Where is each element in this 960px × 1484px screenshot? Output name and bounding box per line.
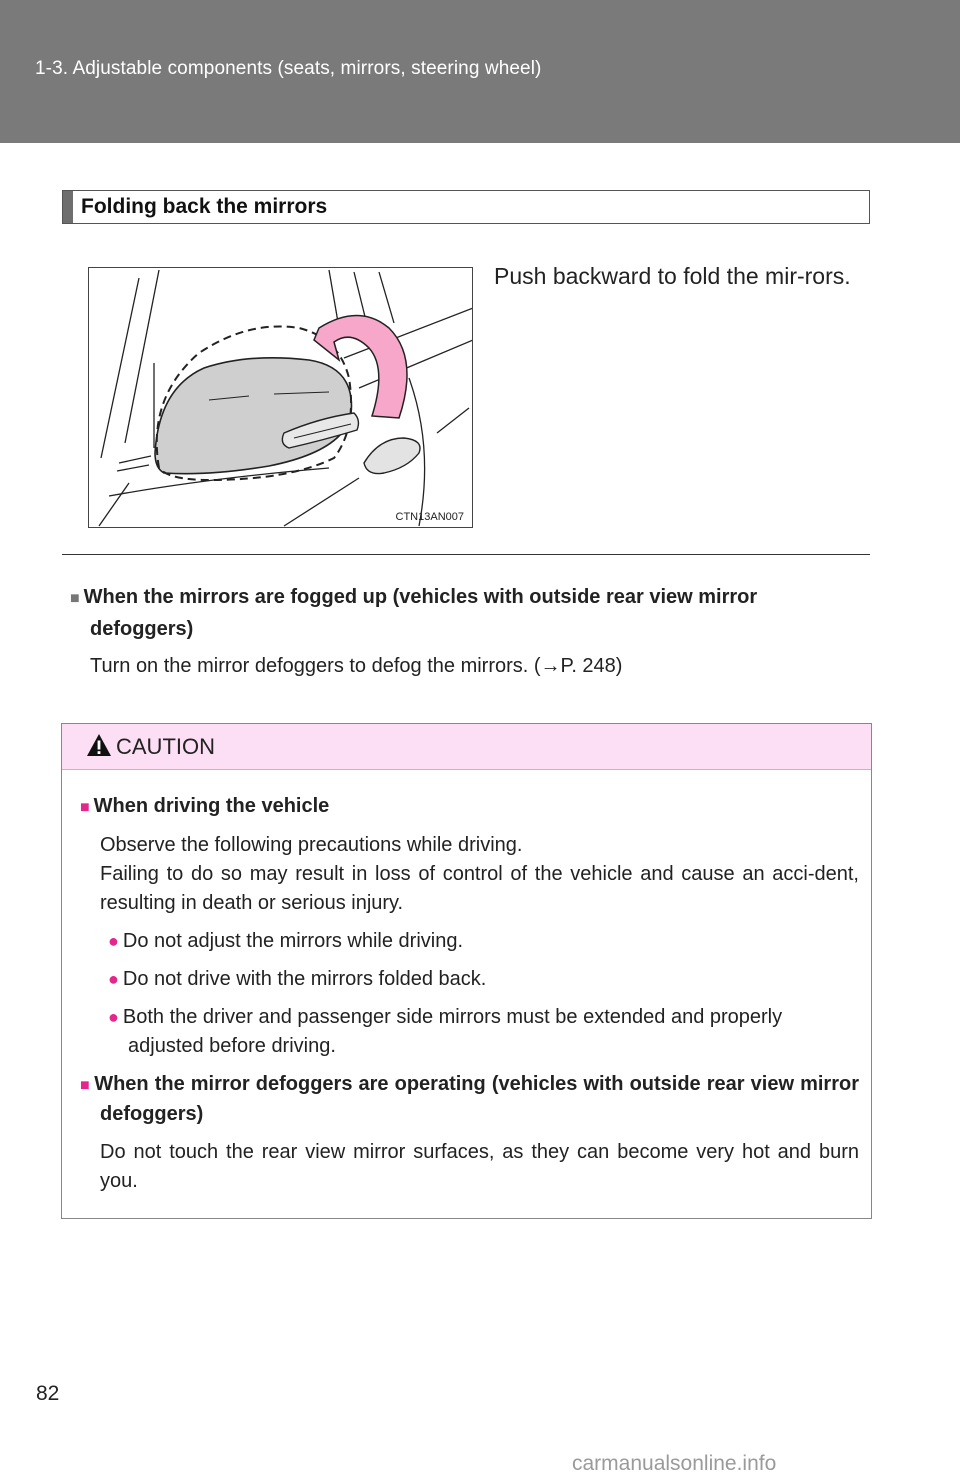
mirror-housing (155, 358, 352, 474)
note-heading (70, 582, 866, 644)
section-title: Folding back the mirrors (81, 195, 328, 218)
page-header (0, 0, 960, 143)
warning-triangle-icon (86, 733, 112, 757)
door-handle (364, 438, 420, 474)
section-heading (62, 190, 870, 224)
defogger-text: Do not touch the rear view mirror surfaces, as they can become very hot and burn you. (100, 1141, 859, 1192)
driving-text-2: Failing to do so may result in loss of control of the vehicle and cause an acci-dent, resulting in death or serious injury. (100, 863, 859, 914)
section-heading-bar (63, 191, 73, 223)
door-frame-line (99, 483, 129, 526)
defogger-heading-text: When the mirror defoggers are operating (vehicles with outside rear view mirror defoggers) (94, 1073, 859, 1125)
circle-bullet-icon: ● (108, 931, 119, 951)
square-bullet-icon: ■ (80, 799, 90, 816)
door-frame-line (437, 408, 469, 433)
door-frame-line (117, 465, 149, 471)
caution-bullet (80, 1003, 859, 1061)
caution-label: CAUTION (116, 734, 215, 759)
caution-bullet-text: Both the driver and passenger side mirrors must be extended and properly adjusted before driving. (122, 1006, 783, 1057)
caution-bullet-text: Do not drive with the mirrors folded back. (122, 968, 487, 990)
defogger-heading (80, 1070, 859, 1129)
driving-heading-text: When driving the vehicle (93, 795, 330, 817)
driving-heading (80, 792, 859, 822)
caution-bullet (80, 965, 859, 994)
mirror-illustration (88, 267, 473, 528)
square-bullet-icon: ■ (70, 590, 80, 607)
square-bullet-icon: ■ (80, 1077, 91, 1094)
driving-text-1: Observe the following precautions while driving. (100, 834, 523, 856)
note-heading-text: When the mirrors are fogged up (vehicles with outside rear view mirror defoggers) (83, 586, 758, 640)
note-body: Turn on the mirror defoggers to defog the mirrors. (→P. 248) (90, 655, 623, 677)
caution-bullet-text: Do not adjust the mirrors while driving. (122, 930, 464, 952)
mirror-drawing (89, 268, 473, 528)
page-number: 82 (36, 1382, 60, 1405)
caution-header (62, 724, 871, 770)
caution-bullet (80, 927, 859, 956)
figure-code: CTN13AN007 (395, 511, 464, 523)
caution-box (61, 723, 872, 1219)
chapter-title: 1-3. Adjustable components (seats, mirrors, steering wheel) (35, 58, 542, 79)
section-divider (62, 554, 870, 555)
door-frame-line (284, 478, 359, 526)
circle-bullet-icon: ● (108, 1007, 119, 1027)
door-frame-line (379, 272, 394, 323)
door-frame-line (119, 456, 151, 463)
caution-body (62, 770, 871, 1196)
door-frame-line (101, 278, 139, 458)
instruction-text: Push backward to fold the mir-rors. (494, 263, 851, 289)
note-block (70, 582, 866, 680)
circle-bullet-icon: ● (108, 969, 119, 989)
watermark: carmanualsonline.info (572, 1452, 777, 1475)
